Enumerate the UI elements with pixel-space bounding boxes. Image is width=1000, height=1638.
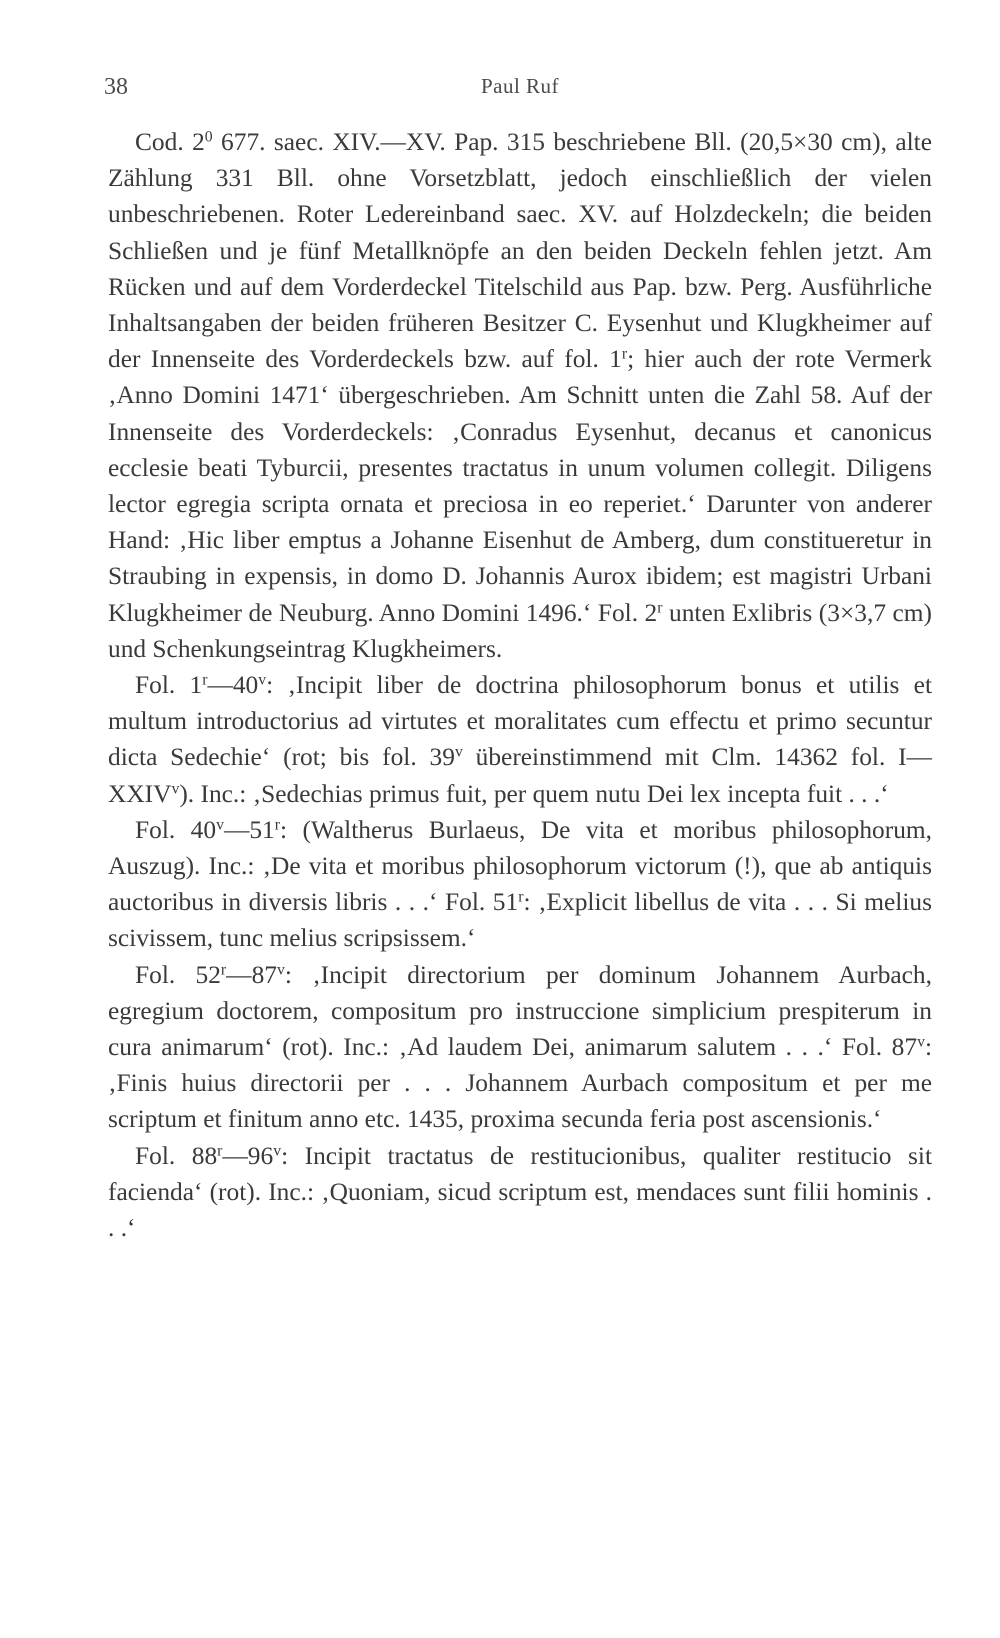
folio-side-superscript: r [202,671,208,689]
folio-side-superscript: v [273,1142,282,1160]
folio-side-superscript: v [216,816,224,834]
page-number: 38 [104,74,128,100]
text-run: Fol. 52 [135,960,221,989]
text-run: Fol. 88 [135,1141,218,1170]
text-run: : Incipit tractatus de restitucionibus, qualiter restitucio sit facienda‘ (rot). Inc.: ‚Quoniam, sicud scriptum est, mendaces sunt filii hominis . . .‘ [108,1141,932,1243]
text-run: : ‚Incipit directorium per dominum Johannem Aurbach, egregium doctorem, compositum pro instruccione simplicium prespiterum in cura animarum‘ (rot). Inc.: ‚Ad laudem Dei, animarum salutem . . .‘ Fol. 87 [108,960,932,1062]
folio-entry [108,957,932,1138]
text-run: übereinstimmend mit Clm. 14362 fol. I—XXIV [108,743,932,808]
text-run: : ‚Explicit libellus de vita . . . Si melius scivissem, tunc melius scripsissem.‘ [108,888,932,953]
folio-entry [108,1138,932,1247]
manuscript-description [108,124,932,667]
text-run: —40 [207,671,259,700]
text-run: ; hier auch der rote Vermerk ‚Anno Domini 1471‘ übergeschrieben. Am Schnitt unten die Zahl 58. Auf der Innenseite des Vorderdeckels: ‚Conradus Eysenhut, decanus et canonicus ecclesie beati Tyburcii, presentes tractatus in unum volumen collegit. Diligens lector egregia scripta ornata et preciosa in eo reperiet.‘ Darunter von anderer Hand: ‚Hic liber emptus a Johanne Eisenhut de Amberg, dum constitueretur in Straubing in expensis, in domo D. Johannis Aurox ibidem; est magistri Urbani Klugkheimer de Neuburg. Anno Domini 1496.‘ Fol. 2 [108,345,932,627]
text-run: —87 [226,960,277,989]
folio-side-superscript: r [217,1142,223,1160]
text-run: : (Waltherus Burlaeus, De vita et moribus philosophorum, Auszug). Inc.: ‚De vita et moribus philosophorum victorum (!), que ab antiquis auctoribus in diversis libris . . .‘ Fol. 51 [108,815,932,917]
body-text [108,124,932,1246]
folio-side-superscript: v [171,780,180,797]
book-page [104,70,932,1246]
folio-entry [108,667,932,812]
folio-side-superscript: v [917,1033,925,1051]
text-run: Fol. 1 [135,671,203,700]
text-run: : ‚Finis huius directorii per . . . Johannem Aurbach compositum et per me scriptum et finitum anno etc. 1435, proxima secunda feria post ascensionis.‘ [108,1033,932,1134]
text-run: unten Exlibris (3×3,7 cm) und Schenkungseintrag Klugkheimers. [108,598,932,663]
text-run: : ‚Incipit liber de doctrina philosophorum bonus et utilis et multum introductorius ad virtutes et moralitates cum effectu et primo secuntur dicta Sedechie‘ (rot; bis fol. 39 [108,671,932,772]
folio-side-superscript: r [274,816,280,834]
text-run: Cod. 2 [135,128,205,156]
folio-side-superscript: r [657,598,663,616]
folio-side-superscript: r [518,888,524,906]
running-head [104,70,932,110]
folio-side-superscript: v [454,743,463,761]
folio-side-superscript: v [276,961,285,979]
text-run: ). Inc.: ‚Sedechias primus fuit, per quem nutu Dei lex incepta fuit . . .‘ [179,779,889,808]
folio-side-superscript: v [258,671,267,689]
folio-side-superscript: r [621,345,628,363]
text-run: —51 [223,815,275,844]
running-title: Paul Ruf [480,74,560,98]
text-run: Fol. 40 [135,815,217,844]
folio-side-superscript: 0 [204,128,213,146]
folio-side-superscript: r [220,961,227,979]
folio-entry [108,812,932,957]
text-run: —96 [222,1141,274,1170]
text-run: 677. saec. XIV.—XV. Pap. 315 beschriebene Bll. (20,5×30 cm), alte Zählung 331 Bll. ohne Vorsetzblatt, jedoch einschließlich der vielen unbeschriebenen. Roter Ledereinband saec. XV. auf Holzdeckeln; die beiden Schließen und je fünf Metallknöpfe an den beiden Deckeln fehlen jetzt. Am Rücken und auf dem Vorderdeckel Titelschild aus Pap. bzw. Perg. Ausführliche Inhaltsangaben der beiden früheren Besitzer C. Eysenhut und Klugkheimer auf der Innenseite des Vorderdeckels bzw. auf fol. 1 [108,128,932,374]
